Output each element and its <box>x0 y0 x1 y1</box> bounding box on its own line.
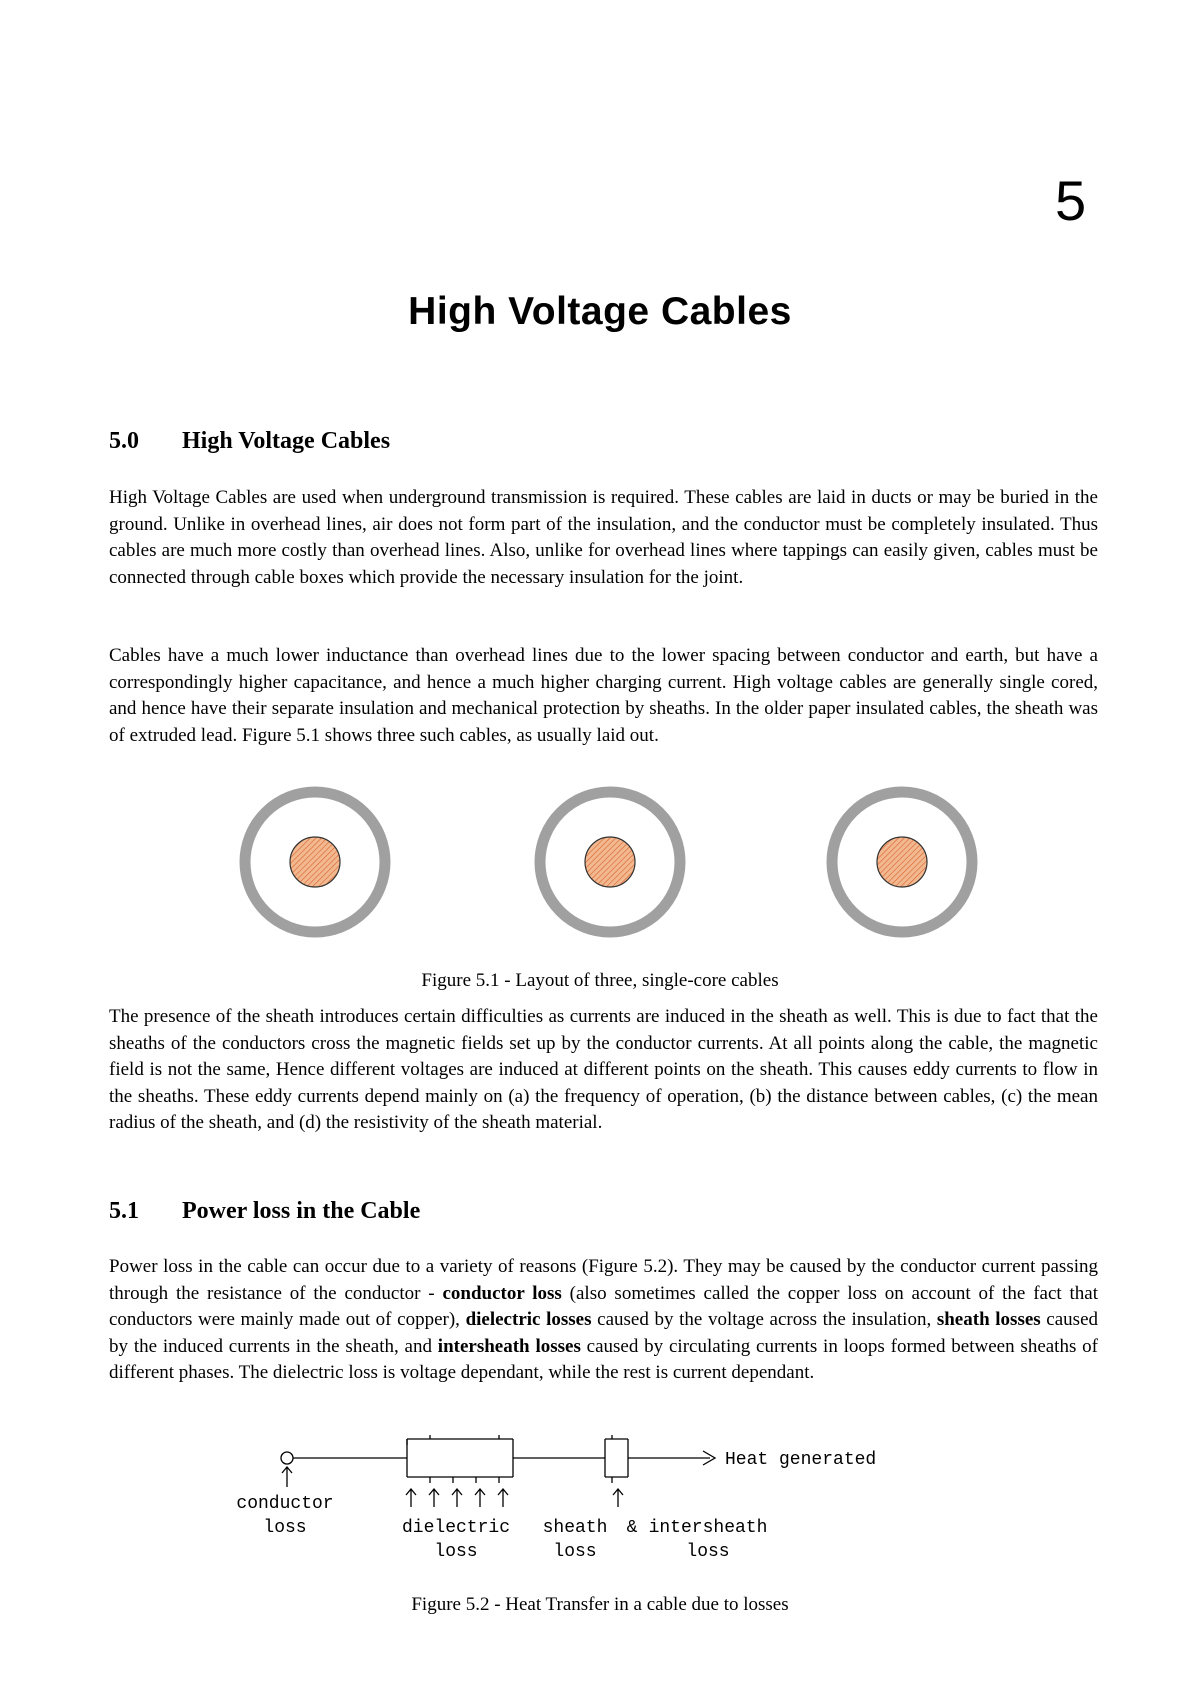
cable-1-core <box>290 837 340 887</box>
sheath-loss-label-line2: loss <box>553 1542 597 1562</box>
figure-5-1-caption: Figure 5.1 - Layout of three, single-core cables <box>421 970 779 991</box>
chapter-title: High Voltage Cables <box>408 290 792 333</box>
section-number: 5.1 <box>109 1198 139 1224</box>
paragraph-sheath: The presence of the sheath introduces certain difficulties as currents are induced in the sheath as well. This is due to fact that the sheaths of the conductors cross the magnetic fields set up by the conductor currents. At all points along the cable, the magnetic field is not the same, Hence different voltages are induced at different points on the sheath. This causes eddy currents to flow in the sheaths. These eddy currents depend mainly on (a) the frequency of operation, (b) the distance between cables, (c) the mean radius of the sheath, and (d) the resistivity of the sheath material. <box>109 1006 1098 1133</box>
section-number: 5.0 <box>109 428 139 454</box>
cable-1 <box>245 792 385 932</box>
heat-generated-label: Heat generated <box>725 1450 877 1470</box>
paragraph-power-loss: Power loss in the cable can occur due to a variety of reasons (Figure 5.2). They may be caused by the conductor current passing through the resistance of the conductor - conductor loss (also sometimes called the copper loss on account of the fact that conductors were mainly made out of copper), dielectric losses caused by the voltage across the insulation, sheath losses caused by the induced currents in the sheath, and intersheath losses caused by circulating currents in loops formed between sheaths of different phases. The dielectric loss is voltage dependant, while the rest is current dependant. <box>109 1256 1099 1383</box>
term-sheath-losses: sheath losses <box>936 1309 1041 1330</box>
intersheath-loss-label-line1: intersheath <box>648 1518 768 1538</box>
cable-3-core <box>877 837 927 887</box>
section-title: High Voltage Cables <box>182 428 391 454</box>
term-dielectric-losses: dielectric losses <box>465 1309 592 1330</box>
figure-5-2-caption: Figure 5.2 - Heat Transfer in a cable due to losses <box>411 1594 789 1615</box>
figure-5-1-cables <box>230 782 990 942</box>
sheath-loss-label-line1: sheath <box>542 1518 608 1538</box>
cable-3 <box>832 792 972 932</box>
dielectric-loss-label-line1: dielectric <box>401 1518 511 1538</box>
cable-2 <box>540 792 680 932</box>
section-title: Power loss in the Cable <box>182 1198 421 1224</box>
conductor-loss-label-line2: loss <box>263 1518 307 1538</box>
paragraph-inductance: Cables have a much lower inductance than overhead lines due to the lower spacing between conductor and earth, but have a correspondingly higher capacitance, and hence a much higher charging current. High voltage cables are generally single cored, and hence have their separate insulation and mechanical protection by sheaths. In the older paper insulated cables, the sheath was of extruded lead. Figure 5.1 shows three such cables, as usually laid out. <box>109 645 1098 746</box>
term-conductor-loss: conductor loss <box>442 1282 562 1304</box>
section-heading-5-0 <box>109 428 390 455</box>
section-heading-5-1 <box>109 1198 420 1225</box>
paragraph-intro: High Voltage Cables are used when underground transmission is required. These cables are laid in ducts or may be buried in the ground. Unlike in overhead lines, air does not form part of the insulation, and the conductor must be completely insulated. Thus cables are much more costly than overhead lines. Also, unlike for overhead lines where tappings can easily given, cables must be connected through cable boxes which provide the necessary insulation for the joint. <box>109 487 1098 588</box>
intersheath-loss-label-line2: loss <box>686 1542 730 1562</box>
cable-2-core <box>585 837 635 887</box>
conductor-loss-label-line1: conductor <box>236 1494 334 1514</box>
source-node-icon <box>281 1452 293 1464</box>
term-intersheath-losses: intersheath losses <box>437 1335 581 1357</box>
ampersand-label: & <box>626 1518 638 1538</box>
figure-5-2-heat-diagram <box>210 1425 950 1580</box>
chapter-number: 5 <box>1055 169 1087 232</box>
dielectric-loss-label-line2: loss <box>434 1542 478 1562</box>
